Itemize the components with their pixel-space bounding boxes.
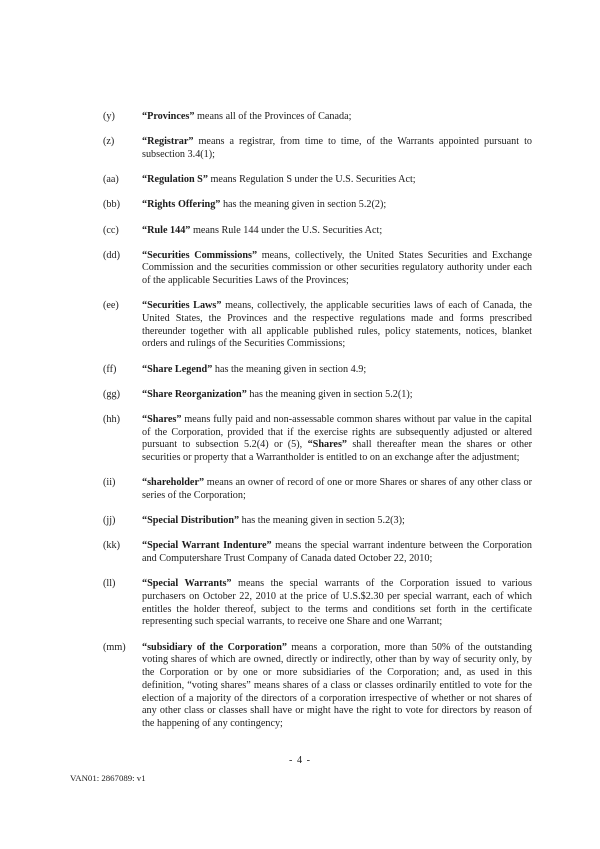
definition-item-z xyxy=(103,136,532,161)
definition-label: (mm) xyxy=(103,641,126,653)
definition-text: “Securities Laws” means, collectively, the applicable securities laws of each of Canada, the United States, the Provinces and the respective regulations made and forms prescribed thereunder together with all applicable published rules, policy statements, notices, blanket orders and rulings of the Securities Commissions; xyxy=(142,300,532,350)
definition-item-y xyxy=(103,111,532,124)
definition-text: “shareholder” means an owner of record of one or more Shares or shares of any other class or series of the Corporation; xyxy=(142,477,532,502)
definition-item-mm xyxy=(103,642,532,731)
definition-text: “Shares” means fully paid and non-assessable common shares without par value in the capital of the Corporation, provided that if the exercise rights are subsequently adjusted or altered pursuant to subsection 5.2(4) or (5), “Shares” shall thereafter mean the shares or other securities or property that a Warrantholder is entitled to on an exchange after the adjustment; xyxy=(142,414,532,464)
definition-text: “Special Warrants” means the special warrants of the Corporation issued to various purchasers on October 22, 2010 at the price of U.S.$2.30 per special warrant, each of which entitles the holder thereof, subject to the terms and conditions set forth in the certificate representing such special warrants, to receive one Share and one Warrant; xyxy=(142,578,532,628)
definition-label: (kk) xyxy=(103,540,120,552)
definition-item-dd xyxy=(103,250,532,288)
definition-label: (bb) xyxy=(103,199,120,211)
definition-item-cc xyxy=(103,225,532,238)
definition-item-ll xyxy=(103,578,532,629)
definition-label: (cc) xyxy=(103,224,119,236)
definition-label: (z) xyxy=(103,136,115,148)
page-number: - 4 - xyxy=(289,755,311,766)
definition-text: “Share Reorganization” has the meaning given in section 5.2(1); xyxy=(142,388,413,400)
definition-text: “subsidiary of the Corporation” means a corporation, more than 50% of the outstanding voting shares of which are owned, directly or indirectly, other than by way of security only, by the Corporation or by one or more subsidiaries of the Corporation; and, as used in this definition, “voting shares” means shares of a class or classes ordinarily entitled to vote for the election of a majority of the directors of a corporation irrespective of whether or not shares of any other class or classes shall have or might have the right to vote for directors by reason of the happening of any contingency; xyxy=(142,641,532,729)
definition-label: (dd) xyxy=(103,249,120,261)
definition-item-ff xyxy=(103,364,532,377)
definition-text: “Rule 144” means Rule 144 under the U.S. Securities Act; xyxy=(142,224,383,236)
definition-label: (ff) xyxy=(103,363,117,375)
definition-label: (hh) xyxy=(103,414,120,426)
definition-text: “Special Distribution” has the meaning given in section 5.2(3); xyxy=(142,515,405,527)
definition-text: “Special Warrant Indenture” means the special warrant indenture between the Corporation and Computershare Trust Company of Canada dated October 22, 2010; xyxy=(142,540,532,565)
definition-text: “Regulation S” means Regulation S under the U.S. Securities Act; xyxy=(142,174,416,186)
definition-item-bb xyxy=(103,199,532,212)
definition-item-aa xyxy=(103,174,532,187)
definition-item-ii xyxy=(103,477,532,502)
definition-text: “Rights Offering” has the meaning given in section 5.2(2); xyxy=(142,199,387,211)
definition-label: (ee) xyxy=(103,300,119,312)
definition-label: (gg) xyxy=(103,388,120,400)
definitions-list xyxy=(103,111,532,743)
definition-item-ee xyxy=(103,300,532,351)
document-reference: VAN01: 2867089: v1 xyxy=(70,773,146,783)
definition-text: “Registrar” means a registrar, from time to time, of the Warrants appointed pursuant to subsection 3.4(1); xyxy=(142,136,532,160)
definition-item-gg xyxy=(103,389,532,402)
definition-item-kk xyxy=(103,540,532,565)
definition-label: (y) xyxy=(103,111,115,122)
definition-label: (ii) xyxy=(103,477,116,489)
definition-label: (jj) xyxy=(103,515,116,527)
definition-text: “Provinces” means all of the Provinces of Canada; xyxy=(142,111,352,122)
definition-label: (aa) xyxy=(103,174,119,186)
definition-item-jj xyxy=(103,515,532,528)
definition-item-hh xyxy=(103,414,532,465)
definition-text: “Securities Commissions” means, collectively, the United States Securities and Exchange Commission and the securities commission or other securities regulatory authority under each of the applicable Securities Laws of the Provinces; xyxy=(142,249,532,287)
definition-text: “Share Legend” has the meaning given in section 4.9; xyxy=(142,363,367,375)
definition-label: (ll) xyxy=(103,578,116,590)
